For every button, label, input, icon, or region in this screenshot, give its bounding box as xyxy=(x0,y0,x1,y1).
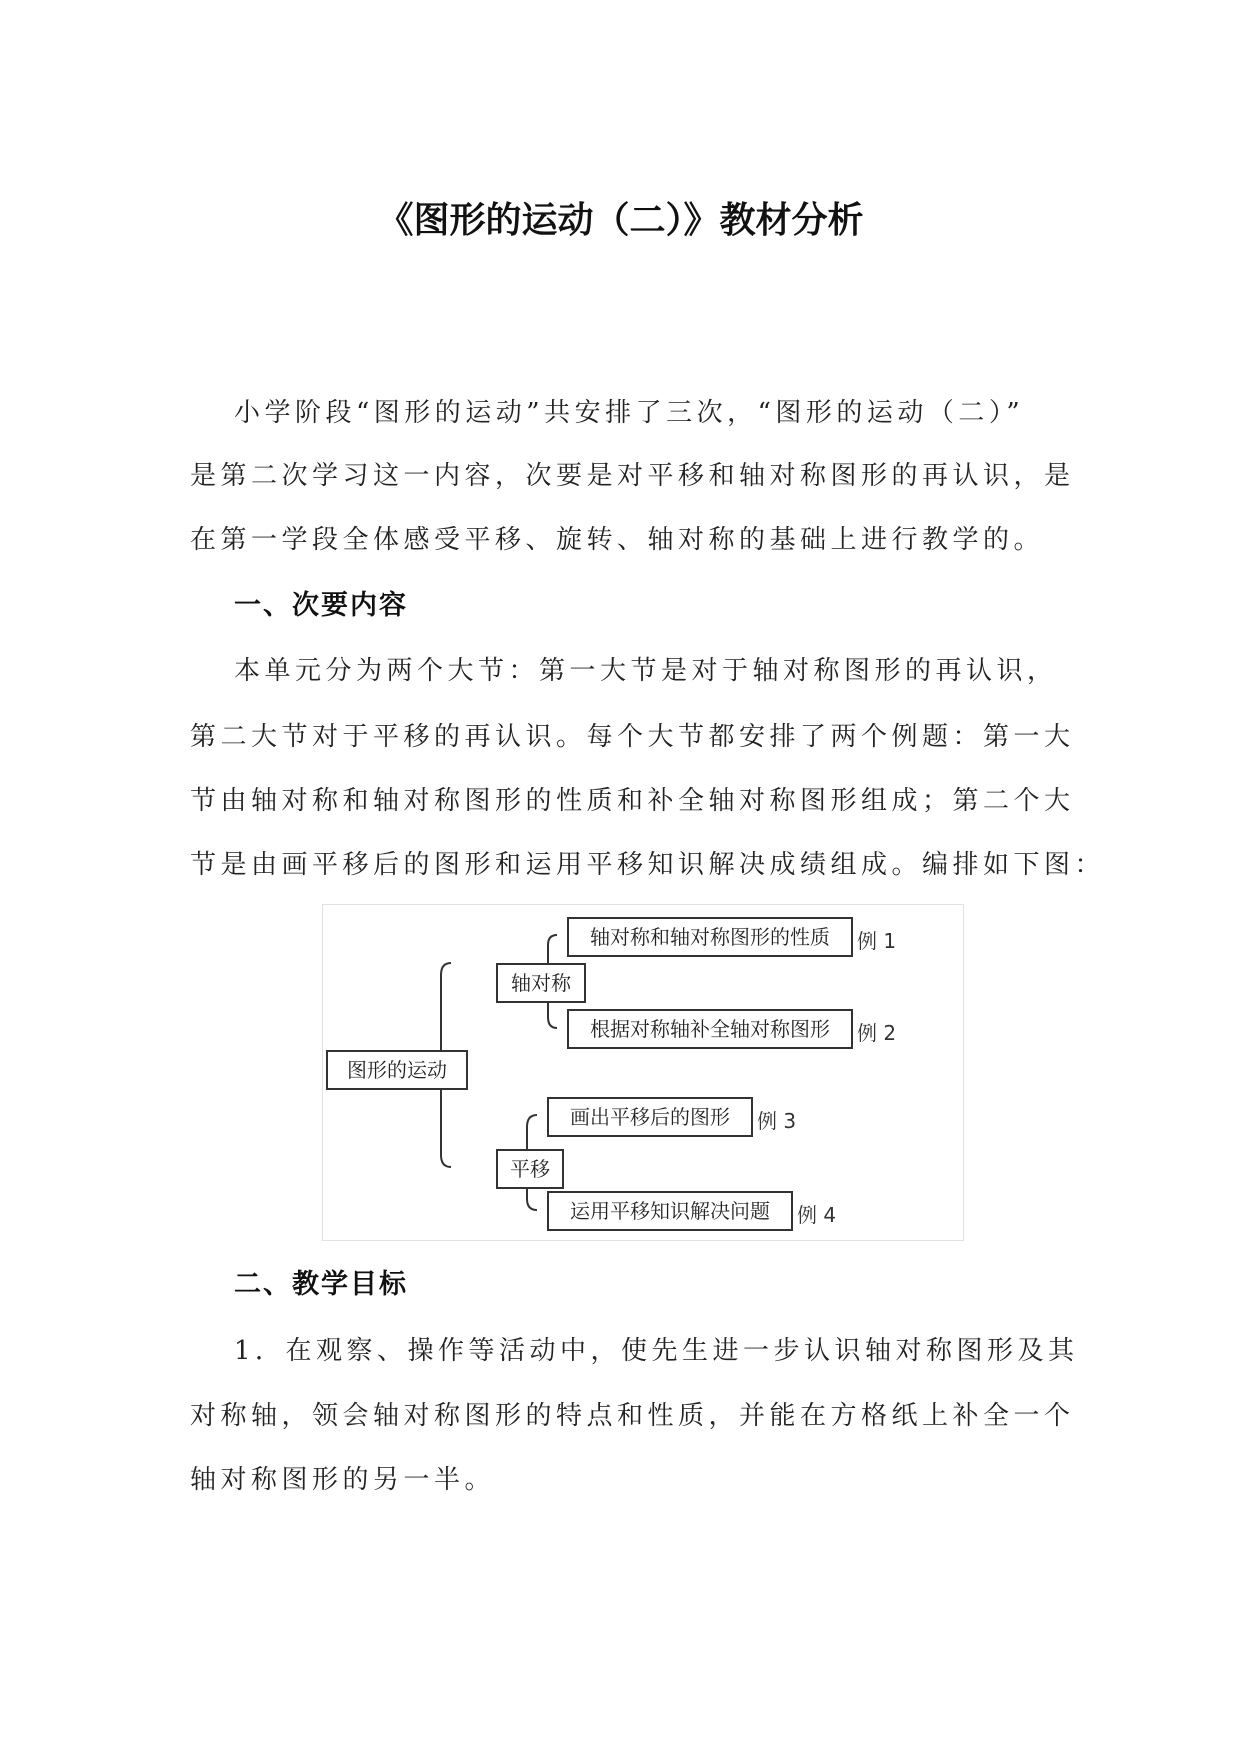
section-2-line-3: 轴对称图形的另一半。 xyxy=(190,1465,496,1495)
diagram-item-complete-symmetric-figure: 根据对称轴补全轴对称图形 xyxy=(567,1009,853,1049)
section-1-heading: 一、次要内容 xyxy=(234,590,408,621)
diagram-example-2: 例 2 xyxy=(857,1021,897,1045)
section-1-line-3: 节由轴对称和轴对称图形的性质和补全轴对称图形组成；第二个大 xyxy=(190,786,1075,816)
section-2-line-1: 1．在观察、操作等活动中，使先生进一步认识轴对称图形及其 xyxy=(234,1336,1079,1366)
page-title: 《图形的运动（二）》教材分析 xyxy=(377,200,864,241)
section-1-line-4: 节是由画平移后的图形和运用平移知识解决成绩组成。编排如下图： xyxy=(190,850,1106,880)
section-1-line-1: 本单元分为两个大节：第一大节是对于轴对称图形的再认识， xyxy=(234,656,1058,686)
diagram-branch-translation: 平移 xyxy=(496,1149,564,1189)
diagram-branch-axis-symmetry: 轴对称 xyxy=(496,963,586,1003)
section-2-heading: 二、教学目标 xyxy=(234,1269,408,1300)
diagram-example-1: 例 1 xyxy=(857,929,897,953)
diagram-item-symmetry-properties: 轴对称和轴对称图形的性质 xyxy=(567,917,853,957)
section-1-line-2: 第二大节对于平移的再认识。每个大节都安排了两个例题：第一大 xyxy=(190,722,1075,752)
diagram-root-box: 图形的运动 xyxy=(326,1050,468,1090)
content-structure-diagram xyxy=(322,904,964,1241)
intro-line-3: 在第一学段全体感受平移、旋转、轴对称的基础上进行教学的。 xyxy=(190,525,1045,555)
intro-line-2: 是第二次学习这一内容，次要是对平移和轴对称图形的再认识，是 xyxy=(190,461,1075,491)
diagram-item-apply-translation: 运用平移知识解决问题 xyxy=(547,1191,793,1231)
diagram-example-4: 例 4 xyxy=(797,1203,837,1227)
diagram-item-draw-translated-figure: 画出平移后的图形 xyxy=(547,1097,753,1137)
section-2-line-2: 对称轴，领会轴对称图形的特点和性质，并能在方格纸上补全一个 xyxy=(190,1401,1075,1431)
intro-line-1: 小学阶段“图形的运动”共安排了三次，“图形的运动（二）” xyxy=(234,398,1025,428)
diagram-example-3: 例 3 xyxy=(757,1109,797,1133)
